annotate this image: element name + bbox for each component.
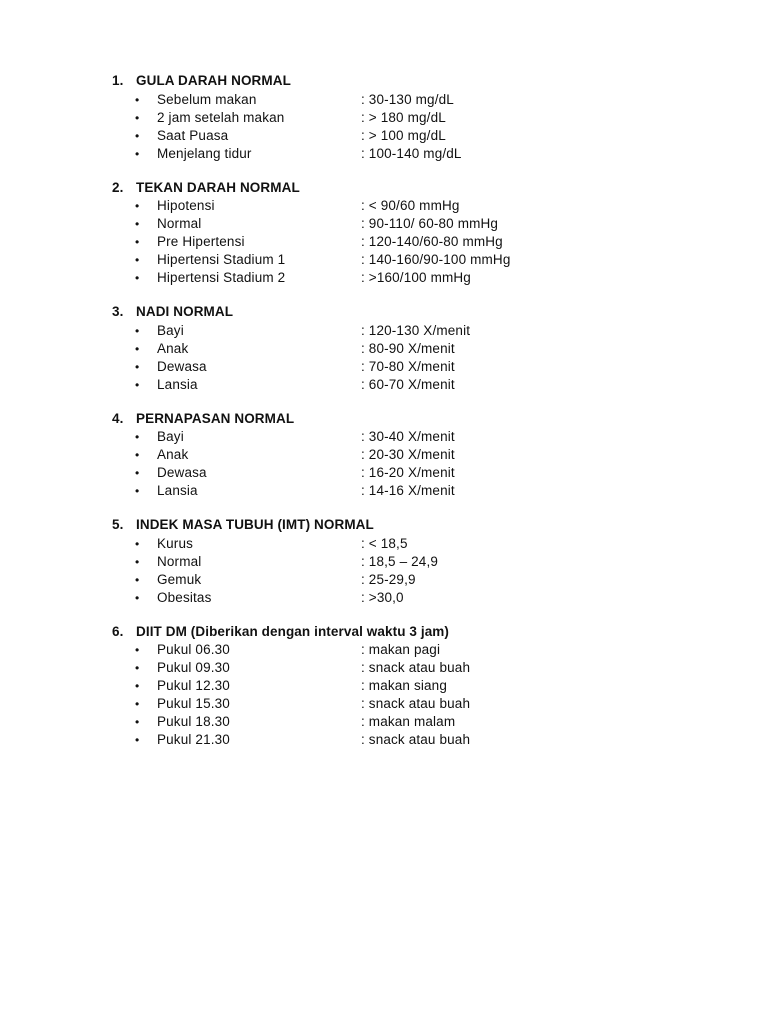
bullet-icon: • — [135, 572, 140, 587]
bullet-icon: • — [135, 554, 140, 569]
item-label: Pre Hipertensi — [157, 234, 245, 249]
item-label: 2 jam setelah makan — [157, 109, 285, 125]
list-item — [112, 215, 712, 233]
bullet-icon: • — [135, 448, 140, 462]
item-label: Lansia — [157, 483, 198, 498]
item-label: Dewasa — [157, 358, 207, 374]
item-label: Menjelang tidur — [157, 145, 252, 161]
section-title: TEKAN DARAH NORMAL — [136, 179, 300, 195]
section-number: 3. — [112, 304, 124, 319]
bullet-icon: • — [135, 715, 140, 729]
item-value: : 30-40 X/menit — [361, 429, 455, 444]
item-value: : 18,5 – 24,9 — [361, 553, 439, 569]
list-item — [112, 677, 712, 695]
item-label: Pukul 21.30 — [157, 732, 230, 747]
section-heading — [112, 410, 712, 429]
bullet-icon: • — [135, 110, 140, 125]
item-label: Pukul 12.30 — [157, 678, 230, 693]
item-label: Pukul 18.30 — [157, 714, 230, 729]
list-item — [112, 358, 712, 376]
section-number: 1. — [112, 73, 124, 88]
item-label: Anak — [157, 340, 189, 356]
item-label: Pukul 06.30 — [157, 642, 230, 657]
item-label: Normal — [157, 553, 202, 569]
bullet-icon: • — [135, 430, 140, 444]
item-value: : makan siang — [361, 678, 447, 693]
item-label: Anak — [157, 447, 189, 462]
item-value: : 100-140 mg/dL — [361, 145, 462, 161]
bullet-icon: • — [135, 146, 140, 161]
item-label: Hipertensi Stadium 2 — [157, 270, 286, 285]
item-value: : makan malam — [361, 714, 456, 729]
list-item — [112, 571, 712, 589]
list-item — [112, 641, 712, 659]
list-item — [112, 145, 712, 163]
list-item — [112, 127, 712, 145]
list-item — [112, 446, 712, 464]
item-label: Sebelum makan — [157, 91, 257, 107]
item-value: : snack atau buah — [361, 732, 471, 747]
section-title: PERNAPASAN NORMAL — [136, 410, 295, 426]
bullet-icon: • — [135, 679, 140, 693]
section-diit-dm — [112, 623, 712, 750]
bullet-icon: • — [135, 92, 140, 107]
item-label: Pukul 15.30 — [157, 696, 230, 711]
section-number: 4. — [112, 410, 124, 426]
list-item — [112, 197, 712, 215]
list-item — [112, 659, 712, 677]
list-item — [112, 340, 712, 358]
item-label: Saat Puasa — [157, 127, 229, 143]
bullet-icon: • — [135, 733, 140, 747]
item-label: Obesitas — [157, 589, 212, 605]
bullet-icon: • — [135, 253, 140, 267]
bullet-icon: • — [135, 271, 140, 285]
list-item — [112, 535, 712, 553]
item-value: : 140-160/90-100 mmHg — [361, 252, 511, 267]
section-heading — [112, 179, 712, 198]
item-label: Lansia — [157, 376, 198, 392]
section-pernapasan — [112, 410, 712, 501]
item-value: : >30,0 — [361, 589, 404, 605]
list-item — [112, 589, 712, 607]
numbered-list — [112, 72, 712, 765]
item-value: : > 100 mg/dL — [361, 127, 446, 143]
list-item — [112, 109, 712, 127]
bullet-icon: • — [135, 643, 140, 657]
item-value: : makan pagi — [361, 642, 441, 657]
list-item — [112, 251, 712, 269]
section-title: INDEK MASA TUBUH (IMT) NORMAL — [136, 517, 374, 532]
item-value: : 60-70 X/menit — [361, 376, 455, 392]
bullet-icon: • — [135, 217, 140, 231]
bullet-icon: • — [135, 359, 140, 374]
bullet-icon: • — [135, 697, 140, 711]
list-item — [112, 376, 712, 394]
item-label: Dewasa — [157, 465, 207, 480]
item-value: : 30-130 mg/dL — [361, 91, 454, 107]
bullet-icon: • — [135, 235, 140, 249]
item-value: : > 180 mg/dL — [361, 109, 446, 125]
section-nadi — [112, 303, 712, 394]
section-heading — [112, 72, 712, 91]
bullet-icon: • — [135, 661, 140, 675]
item-value: : 25-29,9 — [361, 571, 416, 587]
bullet-icon: • — [135, 199, 140, 213]
item-value: : 90-110/ 60-80 mmHg — [361, 216, 499, 231]
bullet-icon: • — [135, 484, 140, 498]
section-imt — [112, 516, 712, 607]
bullet-icon: • — [135, 466, 140, 480]
item-value: : snack atau buah — [361, 660, 471, 675]
item-label: Kurus — [157, 535, 194, 551]
item-value: : 70-80 X/menit — [361, 358, 455, 374]
item-value: : 120-130 X/menit — [361, 322, 471, 338]
item-value: : < 90/60 mmHg — [361, 198, 460, 213]
list-item — [112, 428, 712, 446]
list-item — [112, 482, 712, 500]
item-label: Pukul 09.30 — [157, 660, 230, 675]
section-gula-darah — [112, 72, 712, 163]
list-item — [112, 233, 712, 251]
section-number: 5. — [112, 517, 124, 532]
section-heading — [112, 303, 712, 322]
list-item — [112, 322, 712, 340]
section-number: 6. — [112, 623, 124, 639]
item-value: : snack atau buah — [361, 696, 471, 711]
section-number: 2. — [112, 179, 124, 195]
section-heading — [112, 516, 712, 535]
item-label: Hipertensi Stadium 1 — [157, 252, 286, 267]
bullet-icon: • — [135, 341, 140, 356]
section-heading — [112, 623, 712, 642]
item-value: : < 18,5 — [361, 535, 408, 551]
item-label: Hipotensi — [157, 198, 215, 213]
section-tekanan-darah — [112, 179, 712, 288]
section-title: NADI NORMAL — [136, 304, 234, 319]
list-item — [112, 269, 712, 287]
list-item — [112, 695, 712, 713]
item-value: : >160/100 mmHg — [361, 270, 471, 285]
item-label: Bayi — [157, 322, 184, 338]
item-value: : 120-140/60-80 mmHg — [361, 234, 503, 249]
item-label: Gemuk — [157, 571, 202, 587]
list-item — [112, 553, 712, 571]
bullet-icon: • — [135, 323, 140, 338]
bullet-icon: • — [135, 536, 140, 551]
item-value: : 16-20 X/menit — [361, 465, 455, 480]
item-label: Normal — [157, 216, 202, 231]
item-label: Bayi — [157, 429, 184, 444]
list-item — [112, 731, 712, 749]
bullet-icon: • — [135, 377, 140, 392]
item-value: : 14-16 X/menit — [361, 483, 455, 498]
bullet-icon: • — [135, 590, 140, 605]
item-value: : 80-90 X/menit — [361, 340, 455, 356]
list-item — [112, 91, 712, 109]
list-item — [112, 464, 712, 482]
section-title: GULA DARAH NORMAL — [136, 73, 291, 88]
item-value: : 20-30 X/menit — [361, 447, 455, 462]
list-item — [112, 713, 712, 731]
section-title: DIIT DM (Diberikan dengan interval waktu 3 jam) — [136, 623, 450, 639]
bullet-icon: • — [135, 128, 140, 143]
